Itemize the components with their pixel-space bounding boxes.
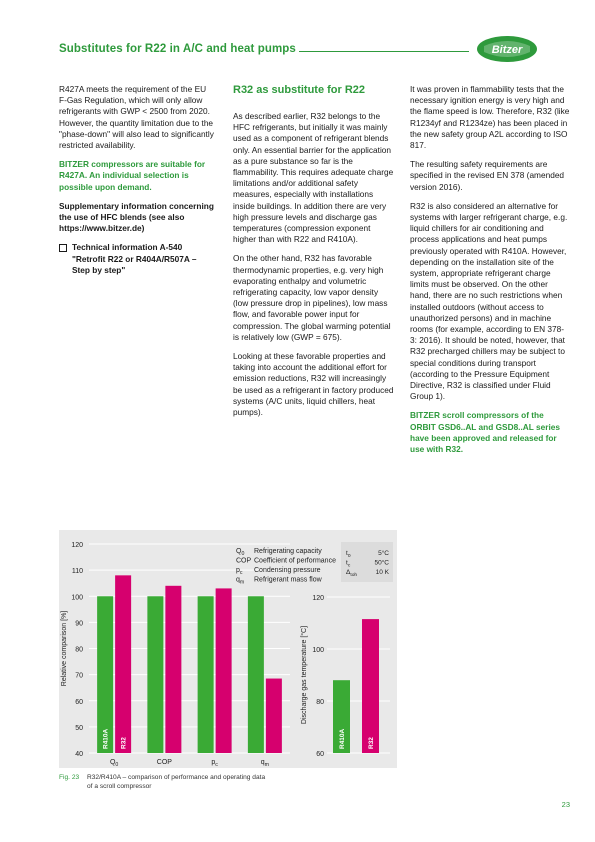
y-axis-label: Discharge gas temperature [°C] <box>301 625 308 725</box>
bar-r32 <box>362 619 379 753</box>
page-header-title: Substitutes for R22 in A/C and heat pumps <box>59 43 296 55</box>
paragraph: As described earlier, R32 belongs to the HFC refrigerants, but initially it was mainly used as a component of refrigerant blends only. An essential barrier for the application as a pure substance so far is the flammability. This requires adequate charge limitations and/or additional safety measures, especially with installations inside buildings. In addition there are very high pressure levels and discharge gas temperatures (compression exponent higher than with R22 and R410A). <box>233 111 394 245</box>
bar-series-label: R410A <box>102 728 110 749</box>
bar-r32 <box>165 586 181 753</box>
bar-series-label: R32 <box>120 737 128 749</box>
bar-r410a <box>248 596 264 753</box>
paragraph: R32 is also considered an alternative for systems with larger refrigerant charge, e.g. liquid chillers for air conditioning and process applications and heat pumps previously operated with R410A. However, depending on the installation site of the system, appropriate refrigerant charge limits must be observed. On the other hand, there are no such restrictions when installed outdoors (without access to unauthorized persons) and in machine rooms (for example, according to EN 378-3: 2016). It should be noted, however, that R32 precharged chillers may be subject to special conditions during transport (according to the Pressure Equipment Directive, R32 is classified under Fluid Group 1). <box>410 200 568 402</box>
x-tick-label: $Q_0$ <box>109 759 119 768</box>
logo-text: Bitzer <box>491 44 523 56</box>
x-tick-label: COP <box>156 759 172 766</box>
bar-r32 <box>115 575 131 753</box>
highlight-paragraph: BITZER compressors are suitable for R427A. An individual selection is possible upon demand. <box>59 159 206 192</box>
y-tick-label: 60 <box>316 751 324 758</box>
x-tick-label: $q_m$ <box>260 759 270 768</box>
highlight-paragraph: BITZER scroll compressors of the ORBIT GSD6..AL and GSD8..AL series have been approved and released for use with R32. <box>410 410 561 455</box>
y-tick-label: 90 <box>75 620 83 628</box>
legend-symbol: $q_m$ <box>236 576 245 586</box>
caption-line-1: R32/R410A – comparison of performance and operating data <box>87 774 266 781</box>
y-tick-label: 80 <box>75 646 83 654</box>
paragraph: R427A meets the requirement of the EU F-Gas Regulation, which will only allow refrigerants with GWP < 2500 from 2020. However, the quantity limitation due to the "phase-down" will also lead to significantly restricted availability. <box>59 84 214 151</box>
condition-value: 50°C <box>374 559 389 567</box>
bar-r410a <box>147 596 163 753</box>
y-tick-label: 50 <box>75 724 83 732</box>
y-tick-label: 70 <box>75 672 83 680</box>
paragraph: Looking at these favorable properties and taking into account the additional effort for emission reductions, R32 will increasingly be used as a refrigerant in factory produced systems (A/C units, liquid chillers, heat pumps). <box>233 351 394 418</box>
reference-text: Technical information A-540 "Retrofit R22 or R404A/R507A – Step by step" <box>72 242 197 275</box>
bar-r32 <box>216 588 232 753</box>
legend-text: Refrigerant mass flow <box>254 576 322 584</box>
y-tick-label: 100 <box>312 647 324 654</box>
legend-text: Coefficient of performance <box>254 557 336 565</box>
bar-r410a <box>198 596 214 753</box>
y-tick-label: 100 <box>71 594 83 602</box>
condition-value: 10 K <box>375 569 389 576</box>
condition-symbol: $t_0$ <box>346 550 351 559</box>
legend-symbol: $Q_0$ <box>236 548 245 557</box>
condition-symbol: $t_c$ <box>346 559 351 569</box>
legend-symbol: $p_c$ <box>236 567 243 576</box>
bar-category-label: R410A <box>339 728 346 749</box>
x-tick-label: $p_c$ <box>211 759 218 768</box>
section-heading: R32 as substitute for R22 <box>233 84 366 96</box>
paragraph: The resulting safety requirements are specified in the revised EN 378 (amended version 2016). <box>410 159 565 192</box>
bar-r32 <box>266 679 282 753</box>
y-tick-label: 40 <box>75 751 83 758</box>
y-tick-label: 120 <box>312 595 324 602</box>
figure-caption <box>59 773 265 791</box>
supplementary-heading: Supplementary information concerning the use of HFC blends (see also https://www.bitzer.de) <box>59 200 214 234</box>
y-tick-label: 110 <box>71 568 83 576</box>
paragraph: It was proven in flammability tests that the necessary ignition energy is very high and the flame speed is low. Therefore, R32 (like R1234yf and R1234ze) has been placed in the new safety group A2L according to ISO 817. <box>410 84 570 151</box>
page-number: 23 <box>561 800 570 809</box>
y-tick-label: 120 <box>71 542 83 549</box>
y-tick-label: 60 <box>75 698 83 706</box>
y-axis-label: Relative comparison [%] <box>61 610 68 687</box>
paragraph: On the other hand, R32 has favorable thermodynamic properties, e.g. very high evaporating enthalpy and volumetric refrigerating capacity, low vapor density (low pressure drop in pipelines), low mass flow, and favorable power input for compression. The global warming potential is relatively low (GWP = 675). <box>233 253 391 342</box>
caption-line-2: of a scroll compressor <box>87 783 152 790</box>
legend-text: Condensing pressure <box>254 567 321 574</box>
condition-symbol: $\Delta_{toh}$ <box>346 569 358 578</box>
legend-text: Refrigerating capacity <box>254 548 322 555</box>
bar-category-label: R32 <box>368 737 375 749</box>
figure-number: Fig. 23 <box>59 774 80 781</box>
y-tick-label: 80 <box>316 699 324 706</box>
condition-value: 5°C <box>378 550 389 557</box>
legend-symbol: COP <box>236 557 252 565</box>
